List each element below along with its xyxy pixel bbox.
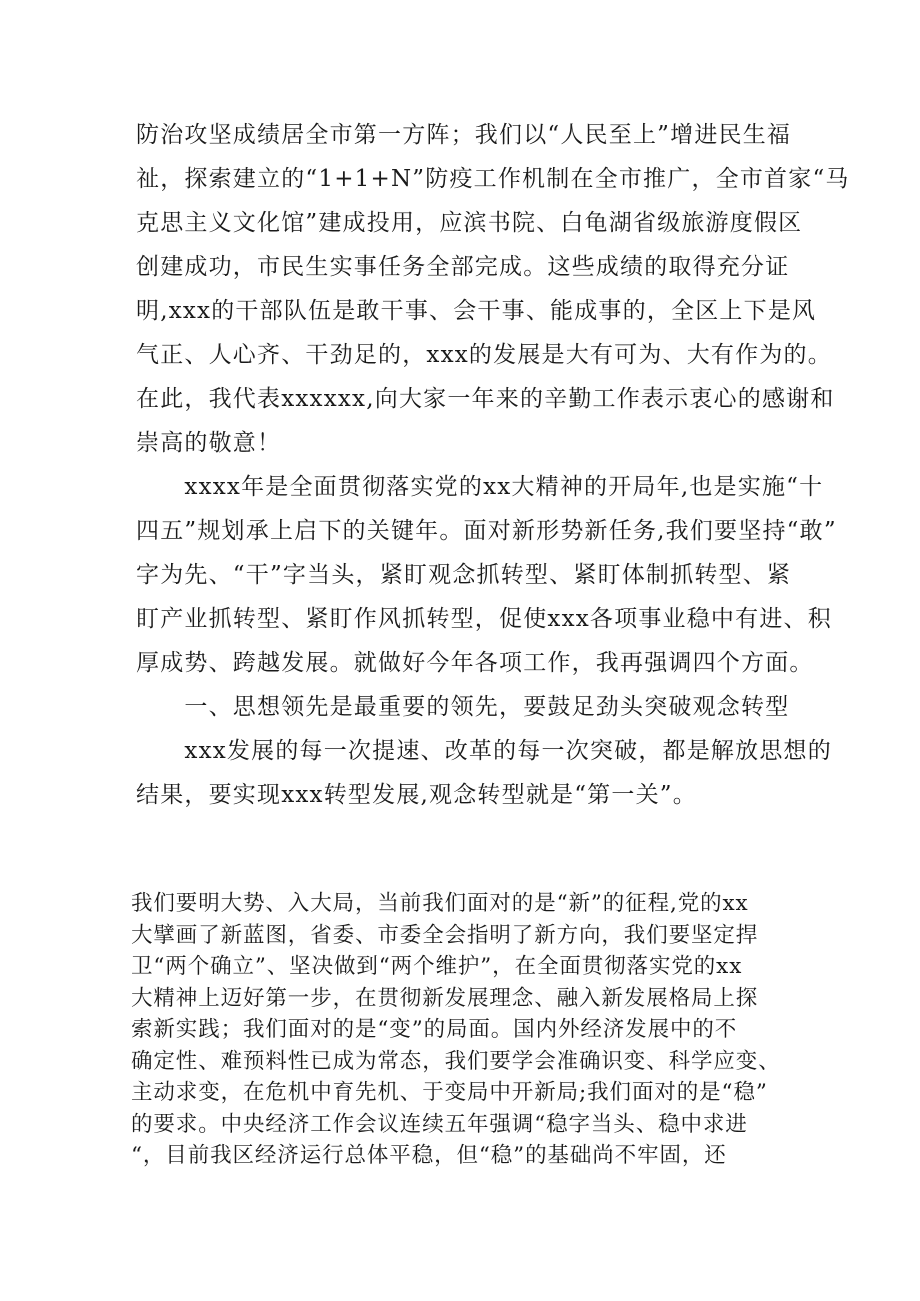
text-line: 气正、人心齐、干劲足的，xxx的发展是大有可为、大有作为的。	[136, 342, 832, 368]
paragraph-mindset	[136, 729, 832, 817]
text-line: 在此，我代表xxxxxx,向大家一年来的辛勤工作表示衷心的感谢和	[136, 386, 835, 412]
text-line: 卫“两个确立”、坚决做到“两个维护”，在全面贯彻落实党的xx	[131, 954, 743, 979]
text-line: 大精神上迈好第一步，在贯彻新发展理念、融入新发展格局上探	[131, 985, 759, 1011]
text-line: 我们要明大势、入大局，当前我们面对的是“新”的征程,党的xx	[131, 891, 749, 916]
text-line: “，目前我区经济运行总体平稳，但“稳”的基础尚不牢固，还	[131, 1143, 727, 1168]
text-line: 崇高的敬意！	[136, 430, 282, 456]
section-heading: 一、思想领先是最重要的领先，要鼓足劲头突破观念转型	[136, 694, 790, 720]
text-line: 主动求变，在危机中育先机、于变局中开新局;我们面对的是“稳”	[131, 1080, 768, 1105]
paragraph-year-plan	[136, 465, 837, 685]
text-line: 索新实践；我们面对的是“变”的局面。国内外经济发展中的不	[131, 1017, 738, 1042]
text-line: 确定性、难预料性已成为常态，我们要学会准确识变、科学应变、	[131, 1048, 781, 1074]
text-line: 创建成功，市民生实事任务全部完成。这些成绩的取得充分证	[136, 254, 790, 280]
text-line: 四五”规划承上启下的关键年。面对新形势新任务,我们要坚持“敢”	[136, 518, 837, 544]
paragraph-situation	[131, 888, 811, 1172]
text-line: 大擘画了新蓝图，省委、市委全会指明了新方向，我们要坚定捍	[131, 922, 759, 948]
text-line: 厚成势、跨越发展。就做好今年各项工作，我再强调四个方面。	[136, 650, 814, 676]
text-line: 克思主义文化馆”建成投用，应滨书院、白龟湖省级旅游度假区	[136, 210, 803, 236]
text-line: 的要求。中央经济工作会议连续五年强调“稳字当头、稳中求进	[131, 1111, 748, 1137]
text-line: 盯产业抓转型、紧盯作风抓转型，促使xxx各项事业稳中有进、积	[136, 606, 832, 632]
document-body-lower	[131, 888, 811, 1172]
text-line: 字为先、“干”字当头，紧盯观念抓转型、紧盯体制抓转型、紧	[136, 562, 792, 588]
paragraph-achievements	[136, 113, 850, 465]
document-body-upper	[136, 113, 850, 817]
text-line: 防治攻坚成绩居全市第一方阵；我们以“人民至上”增进民生福	[136, 122, 792, 148]
text-line: 明,xxx的干部队伍是敢干事、会干事、能成事的，全区上下是风	[136, 298, 817, 324]
text-line: xxxx年是全面贯彻落实党的xx大精神的开局年,也是实施“十	[136, 474, 824, 500]
text-line: 结果，要实现xxx转型发展,观念转型就是“第一关”。	[136, 782, 697, 808]
text-line: xxx发展的每一次提速、改革的每一次突破，都是解放思想的	[136, 738, 832, 764]
text-line: 祉，探索建立的“1+1+N”防疫工作机制在全市推广，全市首家“马	[136, 166, 850, 192]
